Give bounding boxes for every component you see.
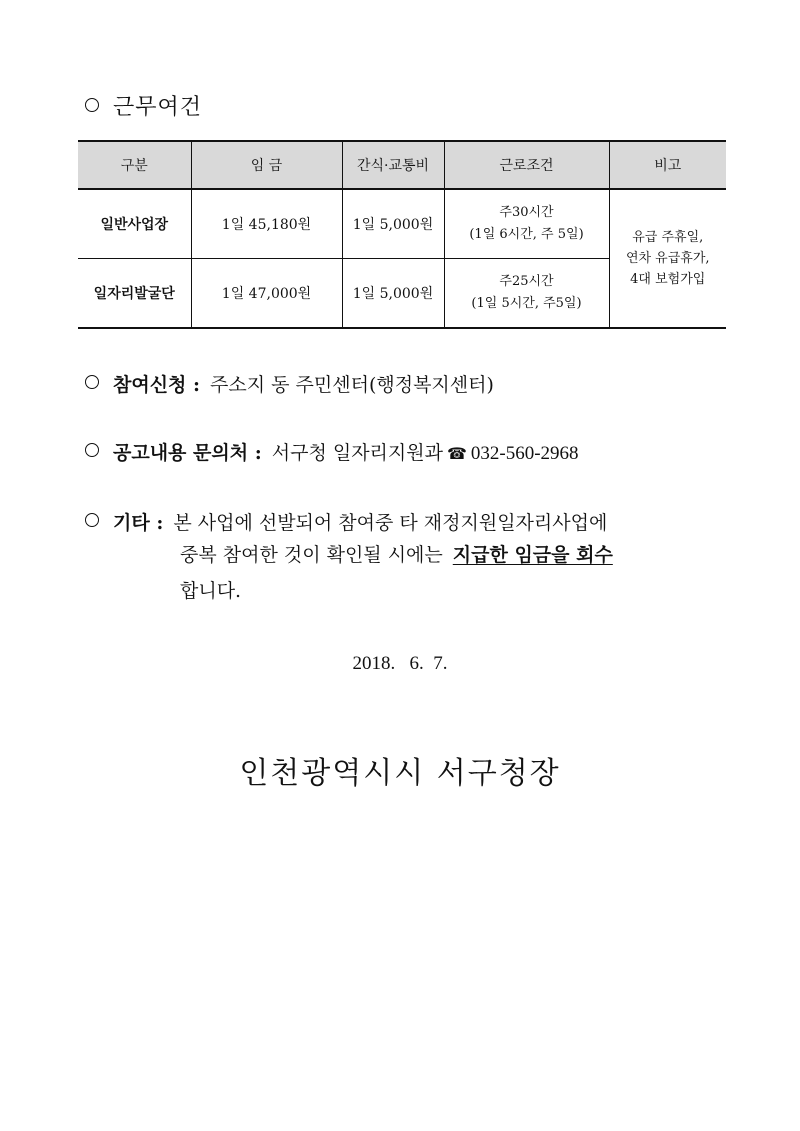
phone-icon: ☎ [446, 444, 467, 463]
contact-phone: 032-560-2968 [470, 443, 579, 464]
header-remarks: 비고 [609, 141, 726, 189]
contact-line [85, 438, 579, 465]
wage-cell: 1일 45,180원 [191, 189, 342, 259]
etc-block [85, 505, 725, 541]
etc-line2-text: 중복 참여한 것이 확인될 시에는 [180, 544, 443, 566]
conditions-line2: (1일 5시간, 주5일) [471, 296, 582, 311]
remarks-line: 연차 유급휴가, [625, 251, 710, 266]
remarks-line: 4대 보험가입 [630, 272, 706, 287]
bullet-circle-icon [85, 375, 99, 389]
row-label: 일자리발굴단 [78, 259, 191, 329]
snack-cell: 1일 5,000원 [342, 259, 444, 329]
header-wage: 임 금 [191, 141, 342, 189]
table-row [78, 189, 726, 259]
document-date: 2018. 6. 7. [352, 653, 448, 674]
section-title: 근무여건 [113, 95, 203, 120]
conditions-cell [444, 259, 609, 329]
table-header-row [78, 141, 726, 189]
remarks-line: 유급 주휴일, [632, 230, 704, 245]
header-category: 구분 [78, 141, 191, 189]
snack-cell: 1일 5,000원 [342, 189, 444, 259]
etc-line2 [180, 540, 720, 567]
section-heading [85, 90, 202, 121]
bullet-circle-icon [85, 443, 99, 457]
apply-label: 참여신청 : [113, 374, 201, 396]
apply-line [85, 370, 494, 397]
header-conditions: 근로조건 [444, 141, 609, 189]
wage-cell: 1일 47,000원 [191, 259, 342, 329]
signature: 인천광역시시 서구청장 [239, 756, 561, 791]
conditions-line2: (1일 6시간, 주 5일) [469, 227, 584, 242]
etc-emphasis: 지급한 임금을 회수 [452, 544, 613, 566]
conditions-line1: 주30시간 [499, 205, 554, 220]
bullet-circle-icon [85, 98, 99, 112]
conditions-cell [444, 189, 609, 259]
etc-line3: 합니다. [180, 580, 242, 602]
etc-line1: 본 사업에 선발되어 참여중 타 재정지원일자리사업에 [173, 512, 608, 534]
apply-text: 주소지 동 주민센터(행정복지센터) [210, 374, 494, 396]
etc-label: 기타 : [113, 512, 164, 534]
contact-text: 서구청 일자리지원과 [271, 442, 443, 464]
row-label: 일반사업장 [78, 189, 191, 259]
contact-label: 공고내용 문의처 : [113, 442, 262, 464]
conditions-line1: 주25시간 [499, 274, 554, 289]
work-conditions-table [78, 140, 726, 329]
bullet-circle-icon [85, 513, 99, 527]
header-snack: 간식·교통비 [342, 141, 444, 189]
remarks-cell [609, 189, 726, 328]
